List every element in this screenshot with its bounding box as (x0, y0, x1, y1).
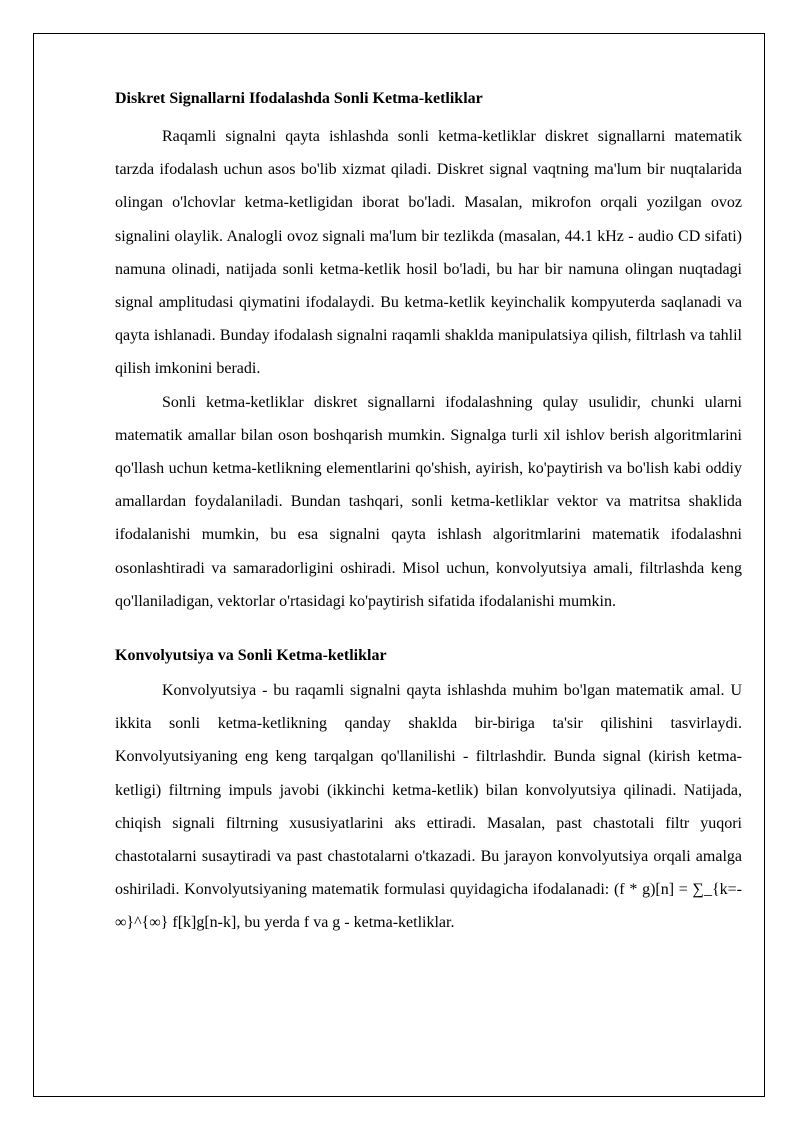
section-convolution (115, 645, 742, 940)
section-heading: Diskret Signallarni Ifodalashda Sonli Ketma-ketliklar (115, 90, 483, 107)
section-discrete-signals (115, 88, 742, 618)
paragraph: Raqamli signalni qayta ishlashda sonli ketma-ketliklar diskret signallarni matematik tarzda ifodalash uchun asos bo'lib xizmat qiladi. Diskret signal vaqtning ma'lum bir nuqtalarida olingan o'lchovlar ketma-ketligidan iborat bo'ladi. Masalan, mikrofon orqali yozilgan ovoz signalini olaylik. Analogli ovoz signali ma'lum bir tezlikda (masalan, 44.1 kHz - audio CD sifati) namuna olinadi, natijada sonli ketma-ketlik hosil bo'ladi, bu har bir namuna olingan nuqtadagi signal amplitudasi qiymatini ifodalaydi. Bu ketma-ketlik keyinchalik kompyuterda saqlanadi va qayta ishlanadi. Bunday ifodalash signalni raqamli shaklda manipulatsiya qilish, filtrlash va tahlil qilish imkonini beradi. (115, 128, 742, 378)
section-heading: Konvolyutsiya va Sonli Ketma-ketliklar (115, 647, 387, 665)
paragraph: Konvolyutsiya - bu raqamli signalni qayta ishlashda muhim bo'lgan matematik amal. U ikkita sonli ketma-ketlikning qanday shaklda bir-biriga ta'sir qilishini tasvirlaydi. Konvolyutsiyaning eng keng tarqalgan qo'llanilishi - filtrlashdir. Bunda signal (kirish ketma-ketligi) filtrning impuls javobi (ikkinchi ketma-ketlik) bilan konvolyutsiya qilinadi. Natijada, chiqish signali filtrning xususiyatlarini aks ettiradi. Masalan, past chastotali filtr yuqori chastotalarni susaytiradi va past chastotalarni o'tkazadi. Bu jarayon konvolyutsiya orqali amalga oshiriladi. Konvolyutsiyaning matematik formulasi quyidagicha ifodalanadi: (f * g)[n] = ∑_{k=-∞}^{∞} f[k]g[n-k], bu yerda f va g - ketma-ketliklar. (115, 682, 742, 932)
paragraph: Sonli ketma-ketliklar diskret signallarni ifodalashning qulay usulidir, chunki ularni matematik amallar bilan oson boshqarish mumkin. Signalga turli xil ishlov berish algoritmlarini qo'llash uchun ketma-ketlikning elementlarini qo'shish, ayirish, ko'paytirish va bo'lish kabi oddiy amallardan foydalaniladi. Bundan tashqari, sonli ketma-ketliklar vektor va matritsa shaklida ifodalanishi mumkin, bu esa signalni qayta ishlash algoritmlarini matematik ifodalashni osonlashtiradi va samaradorligini oshiradi. Misol uchun, konvolyutsiya amali, filtrlashda keng qo'llaniladigan, vektorlar o'rtasidagi ko'paytirish sifatida ifodalanishi mumkin. (115, 393, 742, 610)
document-body (115, 88, 742, 940)
